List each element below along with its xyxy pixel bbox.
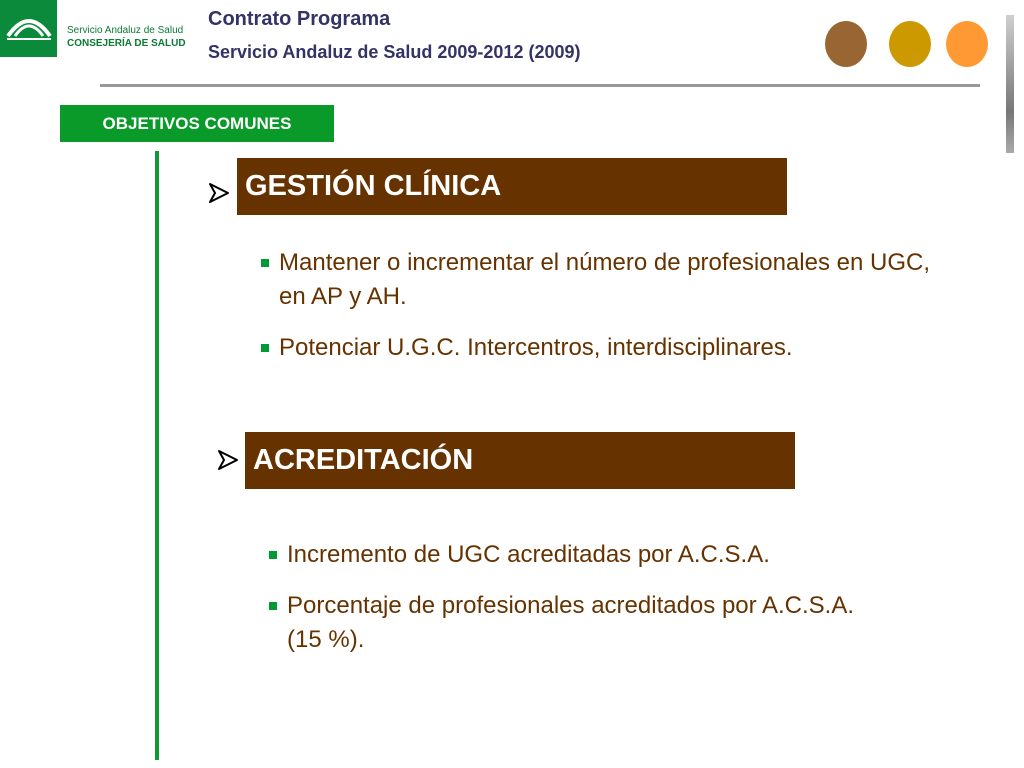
list-item [269,589,869,657]
square-bullet-icon [269,602,277,610]
junta-andalucia-logo [0,0,57,57]
heading-acreditacion: ACREDITACIÓN [245,432,795,489]
square-bullet-icon [261,344,269,352]
decor-circle-gold [889,21,931,67]
decor-circle-brown [825,21,867,67]
square-bullet-icon [269,551,277,559]
page-title: Contrato Programa [208,8,391,30]
section-tag: OBJETIVOS COMUNES [60,105,334,142]
decor-side-bar [1006,15,1014,153]
logo-text [67,24,186,50]
heading-gestion-clinica: GESTIÓN CLÍNICA [237,158,787,215]
arrow-bullet-icon [217,449,239,471]
square-bullet-icon [261,259,269,267]
list-item [261,331,951,365]
arrow-bullet-icon [208,182,230,204]
decor-circle-orange [946,21,988,67]
list-item-text: Mantener o incrementar el número de profesionales en UGC, en AP y AH. [279,249,930,310]
vertical-divider [155,151,159,760]
list-item-text: Potenciar U.G.C. Intercentros, interdisciplinares. [279,334,793,361]
arch-emblem-icon [4,6,54,50]
page-subtitle: Servicio Andaluz de Salud 2009-2012 (2009) [208,42,581,62]
list-item [269,538,909,572]
list-item-text: Incremento de UGC acreditadas por A.C.S.A. [287,541,770,568]
list-item-text: Porcentaje de profesionales acreditados por A.C.S.A. (15 %). [287,592,854,653]
header-divider [100,84,980,87]
list-item [261,246,951,314]
logo-line-1: Servicio Andaluz de Salud [67,25,184,36]
logo-line-2: CONSEJERÍA DE SALUD [67,38,186,49]
